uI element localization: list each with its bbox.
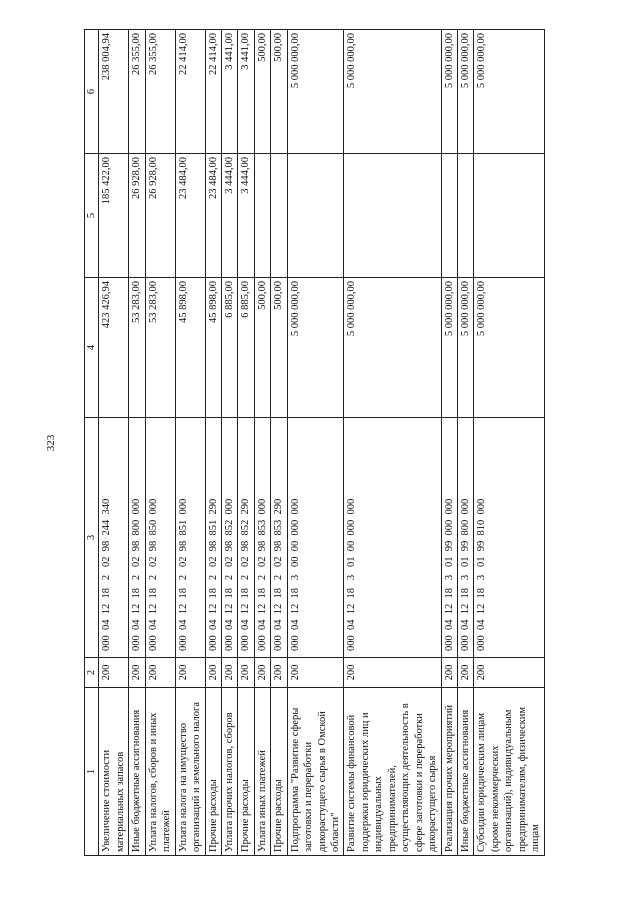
table-row [99, 30, 129, 856]
row-code-cell: 000 04 12 18 2 02 98 852 000 [221, 418, 237, 658]
row-name-cell: Развитие системы финансовой поддержки юридических лиц и индивидуальных предпринимателей, осуществляющих деятельность в сфере заготовки и переработки дикорастущего сырья [344, 688, 441, 856]
table-row [287, 30, 344, 856]
row-col2-cell: 200 [254, 658, 270, 688]
row-name-cell: Субсидии юридическим лицам (кроме некоммерческих организаций), индивидуальным предпринимателям, физическим лицам [474, 688, 544, 856]
table-row [271, 30, 287, 856]
header-row [85, 30, 99, 856]
row-code-cell: 000 04 12 18 2 02 98 244 340 [99, 418, 129, 658]
row-col6-amount: 3 441,00 [238, 30, 254, 154]
row-code-cell: 000 04 12 18 2 02 98 851 000 [175, 418, 205, 658]
row-col2-cell: 200 [205, 658, 221, 688]
row-col5-amount: 23 484,00 [205, 154, 221, 278]
row-col6-amount: 500,00 [271, 30, 287, 154]
budget-table [84, 29, 545, 856]
row-col6-amount: 26 355,00 [129, 30, 145, 154]
row-name-cell: Реализация прочих мероприятий [441, 688, 457, 856]
row-col2-cell: 200 [99, 658, 129, 688]
table-row [344, 30, 441, 856]
table-row [254, 30, 270, 856]
row-col5-amount [287, 154, 344, 278]
row-col5-amount: 3 444,00 [238, 154, 254, 278]
row-col2-cell: 200 [271, 658, 287, 688]
table-row [129, 30, 145, 856]
row-name-cell: Уплата прочих налогов, сборов [221, 688, 237, 856]
row-name-cell: Подпрограмма "Развитие сферы заготовки и переработки дикорастущего сырья в Омской области" [287, 688, 344, 856]
row-code-cell: 000 04 12 18 2 02 98 851 290 [205, 418, 221, 658]
row-col6-amount: 500,00 [254, 30, 270, 154]
table-row [221, 30, 237, 856]
row-code-cell: 000 04 12 18 3 01 99 810 000 [474, 418, 544, 658]
row-col4-amount: 6 885,00 [238, 278, 254, 418]
row-col2-cell: 200 [175, 658, 205, 688]
row-col6-amount: 22 414,00 [175, 30, 205, 154]
header-cell-4: 4 [85, 278, 99, 418]
row-col4-amount: 53 283,00 [145, 278, 175, 418]
row-code-cell: 000 04 12 18 2 02 98 800 000 [129, 418, 145, 658]
row-col6-amount: 5 000 000,00 [344, 30, 441, 154]
header-cell-2: 2 [85, 658, 99, 688]
row-col6-amount: 5 000 000,00 [441, 30, 457, 154]
row-col4-amount: 423 426,94 [99, 278, 129, 418]
row-col5-amount [254, 154, 270, 278]
row-col5-amount [474, 154, 544, 278]
row-col5-amount [271, 154, 287, 278]
table-area [84, 30, 622, 856]
row-col6-amount: 22 414,00 [205, 30, 221, 154]
row-col5-amount [457, 154, 473, 278]
row-col2-cell: 200 [129, 658, 145, 688]
row-col2-cell: 200 [145, 658, 175, 688]
table-row [175, 30, 205, 856]
row-col4-amount: 5 000 000,00 [474, 278, 544, 418]
row-code-cell: 000 04 12 18 3 01 99 000 000 [441, 418, 457, 658]
row-col5-amount [344, 154, 441, 278]
page-number: 323 [45, 434, 57, 452]
table-row [205, 30, 221, 856]
row-col4-amount: 5 000 000,00 [287, 278, 344, 418]
row-col2-cell: 200 [344, 658, 441, 688]
row-col5-amount: 23 484,00 [175, 154, 205, 278]
rotated-table-container [84, 30, 622, 856]
header-cell-3: 3 [85, 418, 99, 658]
table-row [238, 30, 254, 856]
row-col2-cell: 200 [221, 658, 237, 688]
row-name-cell: Прочие расходы [271, 688, 287, 856]
row-col5-amount: 26 928,00 [129, 154, 145, 278]
row-col4-amount: 5 000 000,00 [457, 278, 473, 418]
row-col4-amount: 500,00 [254, 278, 270, 418]
row-col4-amount: 45 898,00 [175, 278, 205, 418]
header-cell-5: 5 [85, 154, 99, 278]
row-name-cell: Иные бюджетные ассигнования [457, 688, 473, 856]
row-name-cell: Увеличение стоимости материальных запасов [99, 688, 129, 856]
row-code-cell: 000 04 12 18 3 01 00 000 000 [344, 418, 441, 658]
row-col6-amount: 5 000 000,00 [474, 30, 544, 154]
row-code-cell: 000 04 12 18 3 01 99 800 000 [457, 418, 473, 658]
row-col6-amount: 238 004,94 [99, 30, 129, 154]
row-name-cell: Уплата налога на имущество организаций и земельного налога [175, 688, 205, 856]
row-col5-amount: 26 928,00 [145, 154, 175, 278]
row-col2-cell: 200 [474, 658, 544, 688]
row-col5-amount: 185 422,00 [99, 154, 129, 278]
row-col2-cell: 200 [457, 658, 473, 688]
row-name-cell: Прочие расходы [238, 688, 254, 856]
row-code-cell: 000 04 12 18 2 02 98 852 290 [238, 418, 254, 658]
table-row [145, 30, 175, 856]
row-code-cell: 000 04 12 18 2 02 98 853 290 [271, 418, 287, 658]
row-col6-amount: 5 000 000,00 [457, 30, 473, 154]
row-col4-amount: 53 283,00 [129, 278, 145, 418]
row-col6-amount: 26 355,00 [145, 30, 175, 154]
row-col2-cell: 200 [287, 658, 344, 688]
row-col2-cell: 200 [441, 658, 457, 688]
row-col4-amount: 6 885,00 [221, 278, 237, 418]
table-row [457, 30, 473, 856]
row-col4-amount: 5 000 000,00 [344, 278, 441, 418]
row-col6-amount: 3 441,00 [221, 30, 237, 154]
table-row [441, 30, 457, 856]
header-cell-6: 6 [85, 30, 99, 154]
header-cell-1: 1 [85, 688, 99, 856]
row-name-cell: Уплата налогов, сборов и иных платежей [145, 688, 175, 856]
row-col4-amount: 45 898,00 [205, 278, 221, 418]
row-name-cell: Иные бюджетные ассигнования [129, 688, 145, 856]
row-name-cell: Прочие расходы [205, 688, 221, 856]
row-code-cell: 000 04 12 18 3 00 00 000 000 [287, 418, 344, 658]
row-col5-amount: 3 444,00 [221, 154, 237, 278]
row-col5-amount [441, 154, 457, 278]
row-col4-amount: 5 000 000,00 [441, 278, 457, 418]
row-code-cell: 000 04 12 18 2 02 98 850 000 [145, 418, 175, 658]
row-col4-amount: 500,00 [271, 278, 287, 418]
row-col6-amount: 5 000 000,00 [287, 30, 344, 154]
table-row [474, 30, 544, 856]
row-name-cell: Уплата иных платежей [254, 688, 270, 856]
row-code-cell: 000 04 12 18 2 02 98 853 000 [254, 418, 270, 658]
row-col2-cell: 200 [238, 658, 254, 688]
